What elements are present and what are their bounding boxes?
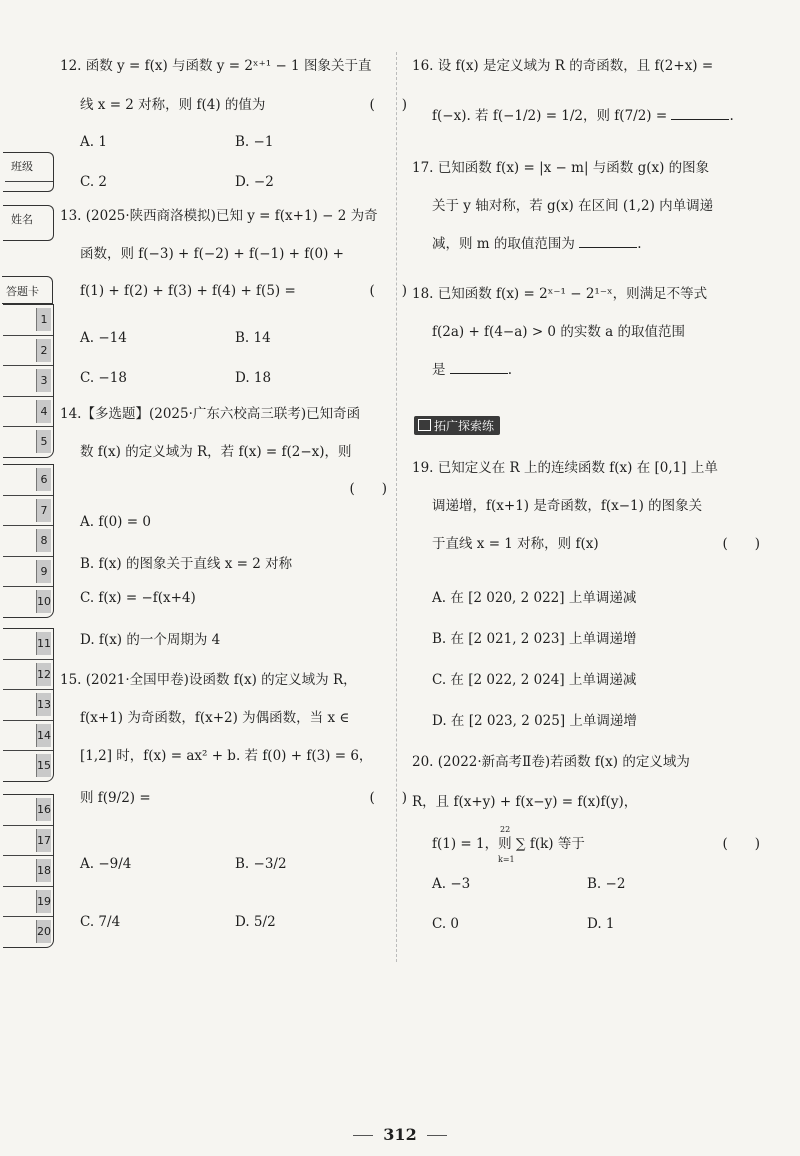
answer-number: 18 [36,859,51,882]
answer-number: 13 [36,693,51,716]
q20-answer-paren[interactable]: ( ) [722,836,760,852]
q20-option-c[interactable]: C. 0 [432,916,460,932]
q12-line1: 12. 函数 y = f(x) 与函数 y = 2ˣ⁺¹ − 1 图象关于直 [60,58,372,74]
q17-end: . [637,236,642,252]
question-20 [412,752,760,864]
answer-cell[interactable] [3,721,53,752]
page-footer [0,1125,800,1144]
q14-answer-paren[interactable]: ( ) [349,481,387,497]
answer-number: 20 [36,920,51,943]
column-divider [396,52,397,962]
q14-option-d[interactable]: D. f(x) 的一个周期为 4 [80,632,221,648]
answer-number: 3 [36,369,51,392]
q19-option-d[interactable]: D. 在 [2 023, 2 025] 上单调递增 [432,713,637,729]
question-13 [60,206,407,301]
q19-options [432,586,637,729]
answer-cell[interactable] [3,305,53,336]
q17-line2: 关于 y 轴对称，若 g(x) 在区间 (1,2) 内单调递 [432,198,714,214]
q13-line1: 13. (2025·陕西商洛模拟)已知 y = f(x+1) − 2 为奇 [60,208,378,224]
answer-cell[interactable] [3,496,53,527]
q18-end: . [507,362,513,378]
answer-cell[interactable] [3,629,53,660]
q19-option-a[interactable]: A. 在 [2 020, 2 022] 上单调递减 [432,590,637,606]
answer-number: 1 [36,308,51,331]
answer-number: 16 [36,798,51,821]
q20-option-a[interactable]: A. −3 [432,876,471,892]
q20-sum-lower: k=1 [498,855,515,864]
q13-option-a[interactable]: A. −14 [80,330,127,346]
q14-option-c[interactable]: C. f(x) = −f(x+4) [80,590,196,606]
answer-number: 10 [36,590,51,613]
answer-cell[interactable] [3,917,53,947]
answer-cell[interactable] [3,660,53,691]
q19-option-c[interactable]: C. 在 [2 022, 2 024] 上单调递减 [432,672,637,688]
question-17 [412,158,752,254]
q12-answer-paren[interactable]: ( ) [369,97,407,113]
q13-options [80,330,272,390]
q15-option-d[interactable]: D. 5/2 [235,914,276,930]
q12-options [80,134,274,194]
answer-number: 11 [36,632,51,655]
q17-line3: 减，则 m 的取值范围为 [432,236,575,252]
answer-number: 4 [36,400,51,423]
q16-end: . [729,108,734,124]
q13-answer-paren[interactable]: ( ) [369,283,407,299]
answer-cell[interactable] [3,887,53,918]
q15-answer-paren[interactable]: ( ) [369,790,407,806]
q20-line2: R，且 f(x+y) + f(x−y) = f(x)f(y)， [412,794,638,810]
q20-line3: f(1) = 1，则 ∑ f(k) 等于 [432,836,585,852]
answer-cell[interactable] [3,336,53,367]
answer-number: 7 [36,499,51,522]
q15-option-a[interactable]: A. −9/4 [80,856,132,872]
q18-line3: 是 [432,362,446,378]
answer-number: 2 [36,339,51,362]
answer-cell[interactable] [3,690,53,721]
answer-number: 8 [36,529,51,552]
q16-line2: f(−x). 若 f(−1/2) = 1/2，则 f(7/2) = [432,108,668,124]
q15-line3: [1,2] 时，f(x) = ax² + b. 若 f(0) + f(3) = 6， [80,748,373,764]
answer-number: 5 [36,430,51,453]
q15-line1: 15. (2021·全国甲卷)设函数 f(x) 的定义域为 R， [60,672,357,688]
q17-line1: 17. 已知函数 f(x) = |x − m| 与函数 g(x) 的图象 [412,160,710,176]
q12-line2: 线 x = 2 对称，则 f(4) 的值为 [80,97,266,113]
q13-option-d[interactable]: D. 18 [235,370,272,386]
q19-answer-paren[interactable]: ( ) [722,536,760,552]
answer-cell[interactable] [3,826,53,857]
q14-options [80,514,292,648]
q14-line2: 数 f(x) 的定义域为 R，若 f(x) = f(2−x)，则 [80,444,352,460]
answer-card-header [2,276,53,304]
question-12 [60,56,407,115]
q15-line4: 则 f(9/2) = [80,790,151,806]
q16-answer-blank[interactable] [671,107,729,120]
q12-option-a[interactable]: A. 1 [80,134,107,150]
answer-number: 6 [36,468,51,491]
answer-number: 9 [36,560,51,583]
q15-option-b[interactable]: B. −3/2 [235,856,287,872]
answer-block-3 [3,628,54,782]
q16-line1: 16. 设 f(x) 是定义域为 R 的奇函数，且 f(2+x) = [412,58,714,74]
q13-line3: f(1) + f(2) + f(3) + f(4) + f(5) = [80,283,296,299]
q15-line2: f(x+1) 为奇函数，f(x+2) 为偶函数，当 x ∈ [80,710,350,726]
section-tag [414,416,500,435]
answer-number: 19 [36,890,51,913]
question-19 [412,458,760,554]
q19-line1: 19. 已知定义在 R 上的连续函数 f(x) 在 [0,1] 上单 [412,460,718,476]
q18-line1: 18. 已知函数 f(x) = 2ˣ⁻¹ − 2¹⁻ˣ，则满足不等式 [412,286,708,302]
q14-option-b[interactable]: B. f(x) 的图象关于直线 x = 2 对称 [80,556,293,572]
q14-option-a[interactable]: A. f(0) = 0 [80,514,151,530]
answer-cell[interactable] [3,526,53,557]
answer-block-4 [3,794,54,948]
answer-cell[interactable] [3,751,53,781]
answer-cell[interactable] [3,856,53,887]
q19-line2: 调递增，f(x+1) 是奇函数，f(x−1) 的图象关 [432,498,703,514]
answer-block-2 [3,464,54,618]
name-field[interactable] [3,205,54,241]
q20-option-d[interactable]: D. 1 [587,916,615,932]
q19-option-b[interactable]: B. 在 [2 021, 2 023] 上单调递增 [432,631,637,647]
answer-card-label: 答题卡 [6,285,39,298]
answer-cell[interactable] [3,427,53,457]
q20-options [432,876,626,936]
answer-number: 14 [36,724,51,747]
answer-cell[interactable] [3,465,53,496]
question-15 [60,670,407,808]
q13-option-b[interactable]: B. 14 [235,330,271,346]
class-label: 班级 [11,160,33,173]
q15-option-c[interactable]: C. 7/4 [80,914,121,930]
q12-option-c[interactable]: C. 2 [80,174,108,190]
page-number: 312 [383,1125,417,1144]
q15-options [80,856,287,934]
question-18 [412,284,752,380]
q12-option-d[interactable]: D. −2 [235,174,274,190]
answer-sidebar [0,0,55,1156]
answer-cell[interactable] [3,587,53,617]
answer-cell[interactable] [3,366,53,397]
section-tag-label: 拓广探索练 [434,419,495,433]
q14-line1: 14.【多选题】(2025·广东六校高三联考)已知奇函 [60,406,361,422]
q17-answer-blank[interactable] [579,235,637,248]
answer-block-1 [3,304,54,458]
name-label: 姓名 [11,213,33,226]
question-16 [412,56,752,126]
answer-cell[interactable] [3,397,53,428]
answer-number: 15 [36,754,51,777]
q13-line2: 函数，则 f(−3) + f(−2) + f(−1) + f(0) + [80,246,344,262]
question-14 [60,404,395,499]
answer-number: 17 [36,829,51,852]
q19-line3: 于直线 x = 1 对称，则 f(x) [432,536,599,552]
q20-sum-upper: 22 [500,825,511,834]
q18-line2: f(2a) + f(4−a) > 0 的实数 a 的取值范围 [432,324,685,340]
q13-option-c[interactable]: C. −18 [80,370,127,386]
q12-option-b[interactable]: B. −1 [235,134,274,150]
answer-number: 12 [36,663,51,686]
section-icon [418,419,431,431]
class-field[interactable] [3,152,54,192]
answer-cell[interactable] [3,795,53,826]
q20-line1: 20. (2022·新高考Ⅱ卷)若函数 f(x) 的定义域为 [412,754,690,770]
answer-cell[interactable] [3,557,53,588]
q18-answer-blank[interactable] [450,361,508,374]
q20-option-b[interactable]: B. −2 [587,876,626,892]
